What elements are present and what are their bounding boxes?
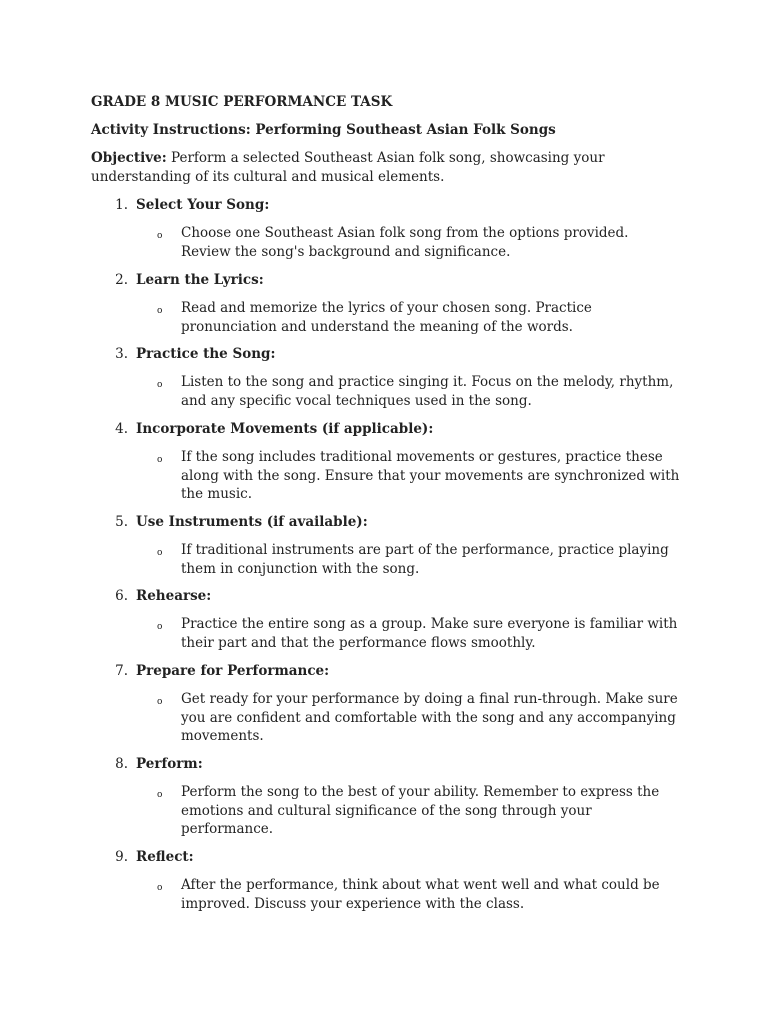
hollow-bullet-icon: o xyxy=(157,548,163,558)
step-description: Read and memorize the lyrics of your chosen song. Practice pronunciation and understand the meaning of the words. xyxy=(181,300,592,335)
step-title: Practice the Song: xyxy=(136,346,276,362)
hollow-bullet-icon: o xyxy=(157,622,163,632)
step-description: If traditional instruments are part of the performance, practice playing them in conjunction with the song. xyxy=(181,542,669,577)
step-number: 4. xyxy=(115,421,128,437)
step-title: Select Your Song: xyxy=(136,197,270,213)
step-title: Learn the Lyrics: xyxy=(136,272,264,288)
step-number: 2. xyxy=(115,272,128,288)
activity-instructions-heading: Activity Instructions: Performing Southeast Asian Folk Songs xyxy=(91,122,556,138)
step-title: Use Instruments (if available): xyxy=(136,514,368,530)
step-number: 3. xyxy=(115,346,128,362)
step-number: 9. xyxy=(115,849,128,865)
hollow-bullet-icon: o xyxy=(157,697,163,707)
step-description: Choose one Southeast Asian folk song from the options provided. Review the song's background and significance. xyxy=(181,225,629,260)
step-description: Listen to the song and practice singing it. Focus on the melody, rhythm, and any specific vocal techniques used in the song. xyxy=(181,374,674,409)
step-title: Rehearse: xyxy=(136,588,212,604)
hollow-bullet-icon: o xyxy=(157,380,163,390)
step-description: After the performance, think about what went well and what could be improved. Discuss your experience with the class. xyxy=(181,877,660,912)
step-number: 5. xyxy=(115,514,128,530)
objective-label: Objective: xyxy=(91,150,167,166)
objective-paragraph xyxy=(91,149,691,186)
hollow-bullet-icon: o xyxy=(157,883,163,893)
step-number: 8. xyxy=(115,756,128,772)
step-description: Practice the entire song as a group. Make sure everyone is familiar with their part and that the performance flows smoothly. xyxy=(181,616,678,651)
step-title: Incorporate Movements (if applicable): xyxy=(136,421,434,437)
step-description: If the song includes traditional movements or gestures, practice these along with the song. Ensure that your movements are synchronized with the music. xyxy=(181,449,680,502)
hollow-bullet-icon: o xyxy=(157,790,163,800)
step-number: 7. xyxy=(115,663,128,679)
step-description: Perform the song to the best of your ability. Remember to express the emotions and cultural significance of the song through your performance. xyxy=(181,784,660,837)
hollow-bullet-icon: o xyxy=(157,455,163,465)
page-title: GRADE 8 MUSIC PERFORMANCE TASK xyxy=(91,94,393,110)
step-number: 1. xyxy=(115,197,128,213)
step-title: Perform: xyxy=(136,756,203,772)
hollow-bullet-icon: o xyxy=(157,306,163,316)
step-description: Get ready for your performance by doing a final run-through. Make sure you are confident and comfortable with the song and any accompanying movements. xyxy=(181,691,678,744)
hollow-bullet-icon: o xyxy=(157,231,163,241)
step-number: 6. xyxy=(115,588,128,604)
step-title: Reflect: xyxy=(136,849,194,865)
objective-text: Perform a selected Southeast Asian folk song, showcasing your understanding of its cultural and musical elements. xyxy=(91,150,605,185)
step-title: Prepare for Performance: xyxy=(136,663,330,679)
